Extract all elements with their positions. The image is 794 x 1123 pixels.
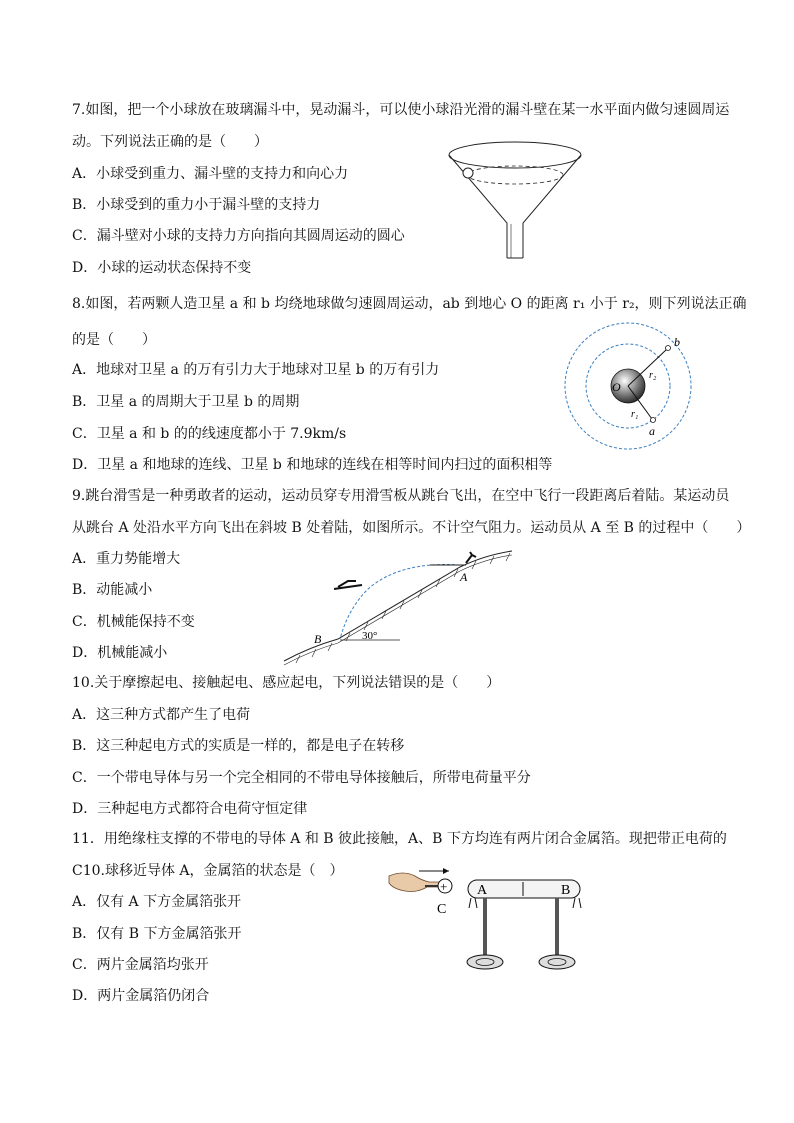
q9-option-c: C．机械能保持不变 xyxy=(72,614,195,630)
q8-stem-line1: 8.如图，若两颗人造卫星 a 和 b 均绕地球做匀速圆周运动，ab 到地心 O 的距离 r₁ 小于 r₂，则下列说法正确 xyxy=(72,296,747,312)
q11-stem-line2: C10.球移近导体 A，金属箔的状态是（ ） xyxy=(72,863,344,879)
label-r1: r₁ xyxy=(631,409,639,420)
q10-option-b: B．这三种起电方式的实质是一样的，都是电子在转移 xyxy=(72,738,405,754)
label-a: A xyxy=(460,570,468,584)
q9-option-a: A．重力势能增大 xyxy=(72,551,181,567)
q7-stem-line1: 7.如图，把一个小球放在玻璃漏斗中，晃动漏斗，可以使小球沿光滑的漏斗壁在某一水平面内做匀速圆周运 xyxy=(72,102,730,118)
q11-option-a: A．仅有 A 下方金属箔张开 xyxy=(72,894,242,910)
q7-option-d: D．小球的运动状态保持不变 xyxy=(72,260,252,276)
base-a xyxy=(467,955,503,969)
satellite-b xyxy=(666,346,671,351)
foil-a xyxy=(469,898,477,908)
label-r2: r₂ xyxy=(649,370,657,381)
label-o: O xyxy=(612,380,621,394)
q8-option-d: D．卫星 a 和地球的连线、卫星 b 和地球的连线在相等时间内扫过的面积相等 xyxy=(72,457,553,473)
q8-orbit-figure xyxy=(556,318,716,453)
q8-option-b: B．卫星 a 的周期大于卫星 b 的周期 xyxy=(72,394,300,410)
q10-option-a: A．这三种方式都产生了电荷 xyxy=(72,707,251,723)
base-b xyxy=(539,955,575,969)
skier-flying xyxy=(334,581,362,589)
label-plus: + xyxy=(440,879,448,894)
q7-funnel-figure xyxy=(440,138,590,263)
q8-stem-line2: 的是（ ） xyxy=(72,332,156,348)
q7-option-b: B．小球受到的重力小于漏斗壁的支持力 xyxy=(72,197,321,213)
label-b: B xyxy=(561,883,571,898)
label-b: B xyxy=(314,632,322,646)
q10-option-c: C．一个带电导体与另一个完全相同的不带电导体接触后，所带电荷量平分 xyxy=(72,770,531,786)
q9-stem-line2: 从跳台 A 处沿水平方向飞出在斜坡 B 处着陆，如图所示。不计空气阻力。运动员从 A 至 B 的过程中（ ） xyxy=(72,520,751,536)
q10-option-d: D．三种起电方式都符合电荷守恒定律 xyxy=(72,801,308,817)
trajectory xyxy=(340,565,460,640)
q11-conductor-figure xyxy=(385,866,585,976)
label-angle: 30° xyxy=(362,630,378,642)
q9-option-d: D．机械能减小 xyxy=(72,645,168,661)
q8-option-c: C．卫星 a 和 b 的的线速度都小于 7.9km/s xyxy=(72,426,347,442)
orbit-dashed xyxy=(467,166,563,184)
q9-option-b: B．动能减小 xyxy=(72,582,153,598)
label-c: C xyxy=(437,902,447,917)
label-a: a xyxy=(649,424,655,438)
q8-option-a: A．地球对卫星 a 的万有引力大于地球对卫星 b 的万有引力 xyxy=(72,362,440,378)
q11-stem-line1: 11．用绝缘柱支撑的不带电的导体 A 和 B 彼此接触，A、B 下方均连有两片闭合金属箔。现把带正电荷的 xyxy=(72,831,727,847)
q11-option-b: B．仅有 B 下方金属箔张开 xyxy=(72,926,242,942)
hand xyxy=(389,873,443,892)
ball xyxy=(463,168,473,178)
satellite-a xyxy=(651,418,656,423)
q7-option-a: A．小球受到重力、漏斗壁的支持力和向心力 xyxy=(72,166,349,182)
q11-option-c: C．两片金属箔均张开 xyxy=(72,957,209,973)
label-a: A xyxy=(477,883,488,898)
skier-top xyxy=(466,552,476,563)
funnel-rim xyxy=(449,142,581,168)
q10-stem-line1: 10.关于摩擦起电、接触起电、感应起电，下列说法错误的是（ ） xyxy=(72,675,501,691)
slope-hatch xyxy=(296,553,510,663)
q9-stem-line1: 9.跳台滑雪是一种勇敢者的运动，运动员穿专用滑雪板从跳台飞出，在空中飞行一段距离后着陆。某运动员 xyxy=(72,488,730,504)
q7-option-c: C．漏斗壁对小球的支持力方向指向其圆周运动的圆心 xyxy=(72,228,405,244)
label-b: b xyxy=(674,335,680,349)
q11-option-d: D．两片金属箔仍闭合 xyxy=(72,988,210,1004)
q9-ski-jump-figure xyxy=(280,543,520,668)
q7-stem-line2: 动。下列说法正确的是（ ） xyxy=(72,134,268,150)
foil-b xyxy=(573,898,581,908)
